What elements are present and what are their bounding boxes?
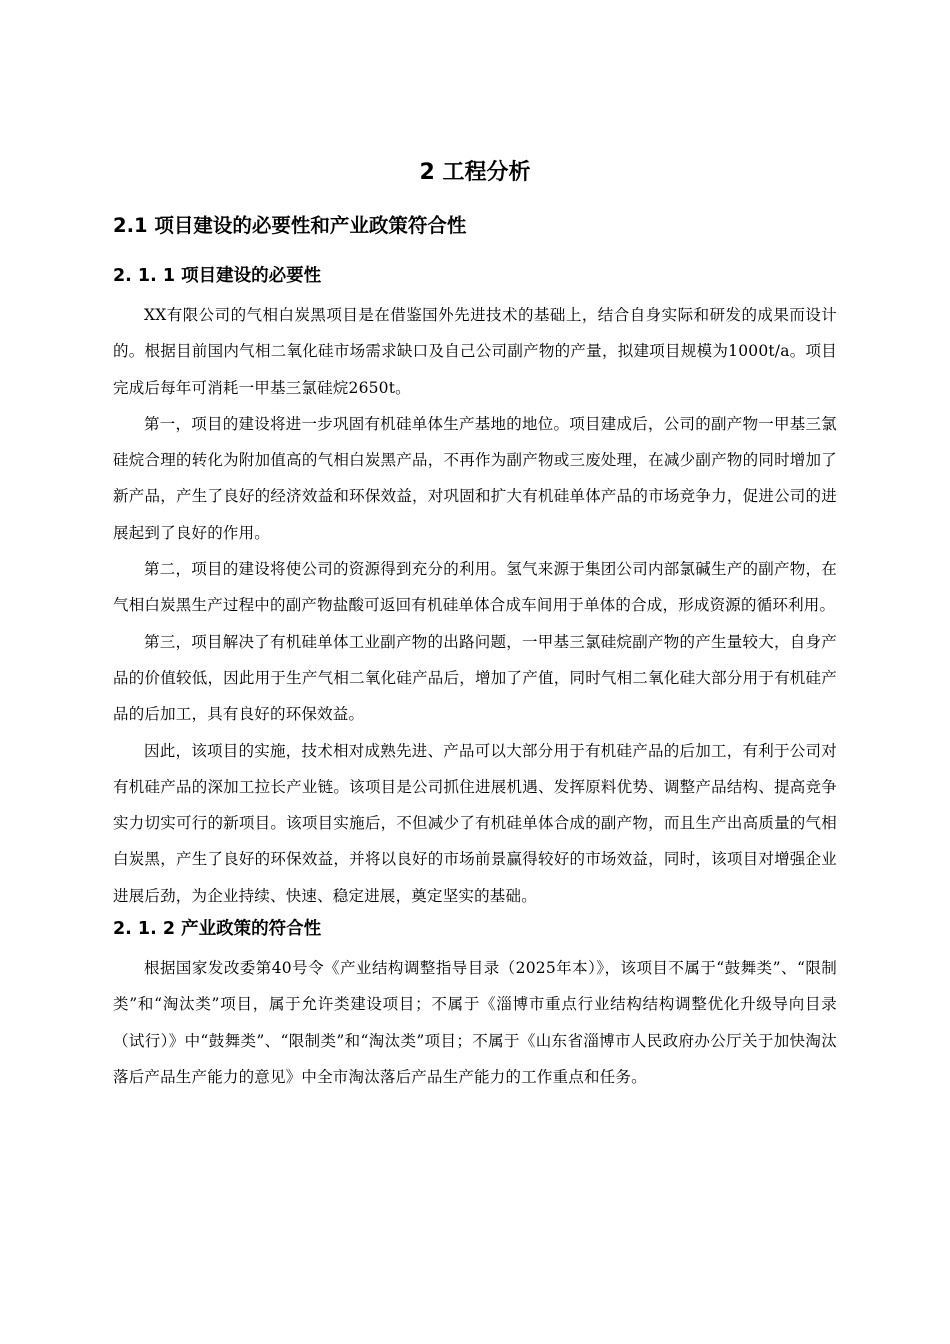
- paragraph: 第三，项目解决了有机硅单体工业副产物的出路问题，一甲基三氯硅烷副产物的产生量较大，自身产品的价值较低，因此用于生产气相二氧化硅产品后，增加了产值，同时气相二氧化硅大部分用于有机硅产品的后加工，具有良好的环保效益。: [113, 632, 837, 724]
- paragraph: 根据国家发改委第40号令《产业结构调整指导目录（2025年本）》，该项目不属于“鼓舞类”、“限制类”和“淘汰类”项目，属于允许类建设项目；不属于《淄博市重点行业结构结构调整优化升级导向目录（试行）》中“鼓舞类”、“限制类”和“淘汰类”项目；不属于《山东省淄博市人民政府办公厅关于加快淘汰落后产品生产能力的意见》中全市淘汰落后产品生产能力的工作重点和任务。: [113, 959, 837, 1086]
- subsection-necessity: [113, 261, 837, 914]
- paragraph: 第一，项目的建设将进一步巩固有机硅单体生产基地的地位。项目建成后，公司的副产物一甲基三氯硅烷合理的转化为附加值高的气相白炭黑产品，不再作为副产物或三废处理，在减少副产物的同时增加了新产品，产生了良好的经济效益和环保效益，对巩固和扩大有机硅单体产品的市场竞争力，促进公司的进展起到了良好的作用。: [113, 414, 837, 542]
- paragraph: 第二，项目的建设将使公司的资源得到充分的利用。氢气来源于集团公司内部氯碱生产的副产物，在气相白炭黑生产过程中的副产物盐酸可返回有机硅单体合成车间用于单体的合成，形成资源的循环利用。: [113, 560, 837, 615]
- document-content: [113, 155, 837, 1095]
- paragraph: XX有限公司的气相白炭黑项目是在借鉴国外先进技术的基础上，结合自身实际和研发的成果而设计的。根据目前国内气相二氧化硅市场需求缺口及自己公司副产物的产量，拟建项目规模为1000t/a。项目完成后每年可消耗一甲基三氯硅烷2650t。: [113, 306, 837, 397]
- subsection-title-policy: 2. 1. 2 产业政策的符合性: [113, 919, 322, 940]
- subsection-policy: [113, 914, 837, 1095]
- paragraph: 因此，该项目的实施，技术相对成熟先进、产品可以大部分用于有机硅产品的后加工，有利于公司对有机硅产品的深加工拉长产业链。该项目是公司抓住进展机遇、发挥原料优势、调整产品结构、提高竞争实力切实可行的新项目。该项目实施后，不但减少了有机硅单体合成的副产物，而且生产出高质量的气相白炭黑，产生了良好的环保效益，并将以良好的市场前景赢得较好的市场效益，同时，该项目对增强企业进展后劲，为企业持续、快速、稳定进展，奠定坚实的基础。: [113, 741, 837, 905]
- subsection-title-necessity: 2. 1. 1 项目建设的必要性: [113, 266, 322, 286]
- section-title: 2.1 项目建设的必要性和产业政策符合性: [113, 214, 467, 237]
- chapter-title: 2 工程分析: [419, 160, 531, 185]
